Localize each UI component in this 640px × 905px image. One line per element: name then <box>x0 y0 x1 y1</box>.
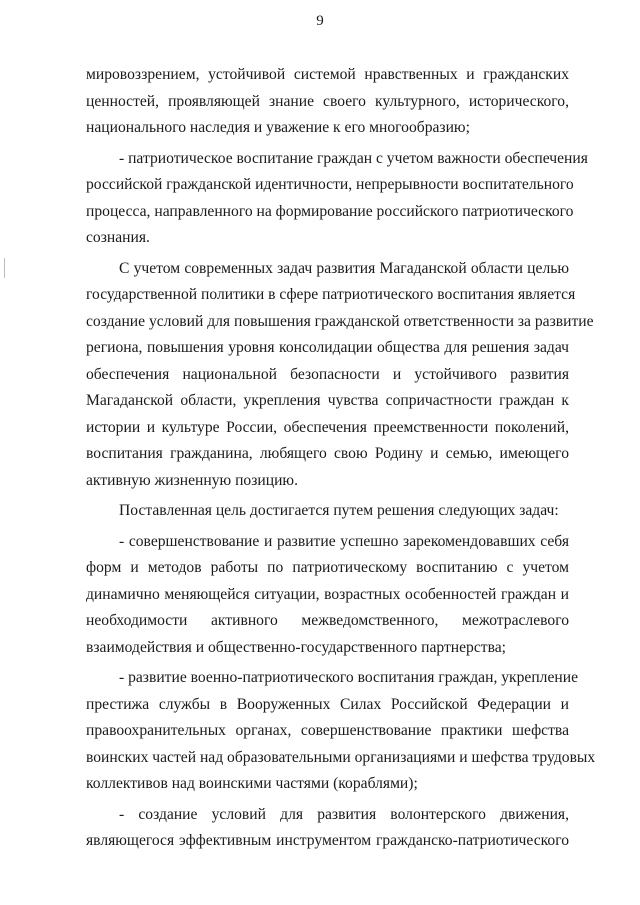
paragraph-2 <box>86 146 588 252</box>
text-line: Магаданской области, укрепления чувства сопричастности граждан к <box>86 392 569 409</box>
page-number: 9 <box>316 13 324 29</box>
text-line: мировоззрением, устойчивой системой нравственных и гражданских <box>86 66 569 83</box>
text-line: сознания. <box>86 229 150 246</box>
paragraph-7 <box>86 802 569 855</box>
margin-mark <box>4 258 5 278</box>
paragraph-5 <box>86 529 569 662</box>
text-line: взаимодействия и общественно-государственного партнерства; <box>86 638 506 656</box>
text-line: динамично меняющейся ситуации, возрастных особенностей граждан и <box>86 585 569 603</box>
text-line: активную жизненную позицию. <box>86 471 298 489</box>
text-line: региона, повышения уровня консолидации общества для решения задач <box>86 339 569 356</box>
text-line: - совершенствование и развитие успешно зарекомендовавших себя <box>119 532 569 550</box>
text-line: С учетом современных задач развития Магаданской области целью <box>119 259 569 277</box>
text-line: воинских частей над образовательными организациями и шефства трудовых <box>86 748 596 766</box>
text-line: Поставленная цель достигается путем решения следующих задач: <box>119 502 559 519</box>
text-line: являющегося эффективным инструментом гражданско-патриотического <box>86 832 569 849</box>
text-line: истории и культуре России, обеспечения преемственности поколений, <box>86 418 569 436</box>
text-line: - патриотическое воспитание граждан с учетом важности обеспечения <box>119 149 588 167</box>
text-line: необходимости активного межведомственного, межотраслевого <box>86 612 569 629</box>
document-body <box>86 62 596 855</box>
paragraph-4 <box>86 498 569 525</box>
text-line: форм и методов работы по патриотическому воспитанию с учетом <box>86 559 569 576</box>
text-line: - развитие военно-патриотического воспитания граждан, укрепление <box>119 669 578 686</box>
paragraph-1 <box>86 62 569 142</box>
text-line: правоохранительных органах, совершенствование практики шефства <box>86 722 569 739</box>
text-line: - создание условий для развития волонтерского движения, <box>119 805 569 823</box>
text-line: ценностей, проявляющей знание своего культурного, исторического, <box>86 92 569 110</box>
text-line: престижа службы в Вооруженных Силах Российской Федерации и <box>86 695 569 713</box>
text-line: российской гражданской идентичности, непрерывности воспитательного <box>86 176 574 193</box>
text-line: воспитания гражданина, любящего свою Родину и семью, имеющего <box>86 445 569 462</box>
text-line: национального наследия и уважение к его многообразию; <box>86 119 470 136</box>
text-line: государственной политики в сфере патриотического воспитания является <box>86 286 576 303</box>
text-line: коллективов над воинскими частями (кораблями); <box>86 775 418 792</box>
text-line: обеспечения национальной безопасности и устойчивого развития <box>86 365 569 383</box>
paragraph-6 <box>86 665 596 798</box>
text-line: процесса, направленного на формирование российского патриотического <box>86 202 574 220</box>
paragraph-3 <box>86 256 594 495</box>
text-line: создание условий для повышения гражданской ответственности за развитие <box>86 312 594 330</box>
